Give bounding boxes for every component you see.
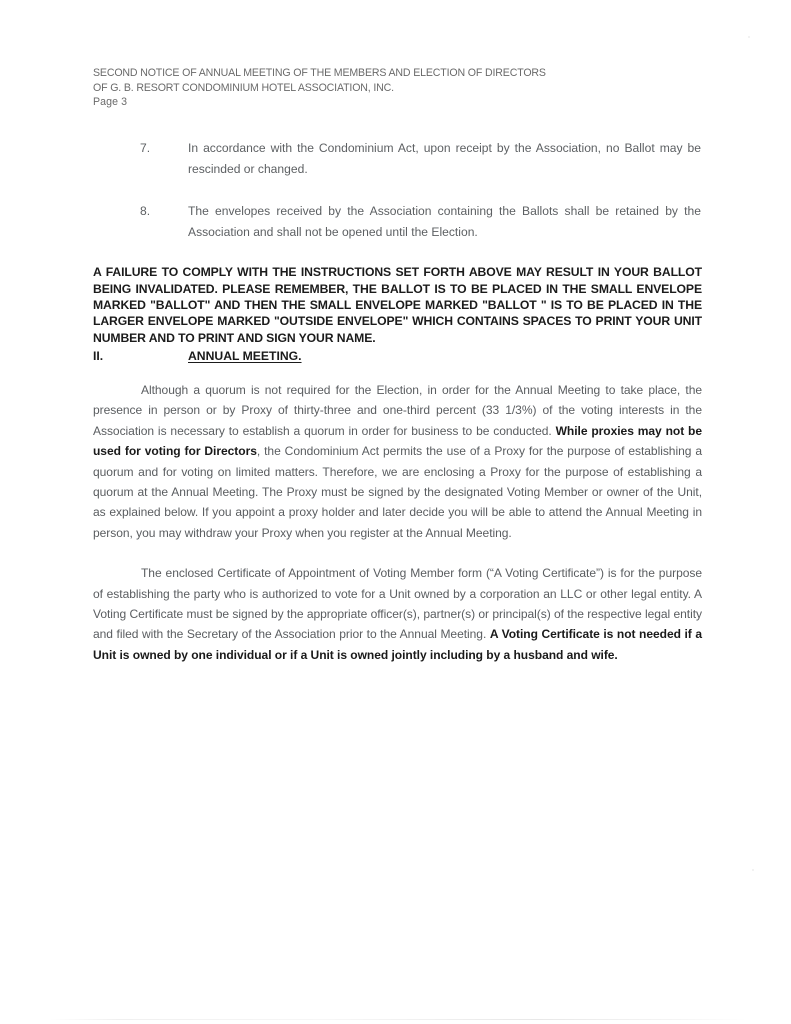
- body-content: [93, 380, 702, 665]
- section-title: ANNUAL MEETING.: [188, 349, 302, 363]
- section-number: II.: [93, 349, 104, 363]
- header-line-association: OF G. B. RESORT CONDOMINIUM HOTEL ASSOCIATION, INC.: [93, 81, 394, 94]
- document-header: [93, 66, 713, 110]
- scan-artifact-line: [48, 1019, 748, 1020]
- section-heading-annual-meeting: [93, 348, 701, 365]
- header-page-number: Page 3: [93, 96, 128, 109]
- list-item-number: 8.: [140, 204, 151, 219]
- list-item-text: The envelopes received by the Association containing the Ballots shall be retained by the Association and shall not be opened until the Election.: [188, 204, 701, 239]
- text-run: , the Condominium Act permits the use of a Proxy for the purpose of establishing a quorum and for voting on limited matters. Therefore, we are enclosing a Proxy for the purpose of establishing a quorum at the Annual Meeting. The Proxy must be signed by the designated Voting Member or owner of the Unit, as explained below. If you appoint a proxy holder and later decide you will be able to attend the Annual Meeting in person, you may withdraw your Proxy when you register at the Annual Meeting.: [93, 444, 702, 540]
- scan-speck: [752, 869, 754, 871]
- list-item: [93, 138, 701, 179]
- emphasis-run: A Voting Certificate is not needed if a Unit is owned by one individual or if a Unit is owned jointly including by a husband and wife.: [93, 627, 702, 662]
- text-run: Although a quorum is not required for the Election, in order for the Annual Meeting to take place, the presence in person or by Proxy of thirty-three and one-third percent (33 1/3%) of the voting interests in the Association is necessary to establish a quorum in order for business to be conducted.: [93, 383, 702, 438]
- numbered-list: [93, 138, 701, 242]
- scan-speck: [748, 36, 750, 38]
- paragraph-voting-certificate: [93, 563, 702, 665]
- list-item-text: In accordance with the Condominium Act, upon receipt by the Association, no Ballot may be rescinded or changed.: [188, 141, 701, 176]
- ballot-instructions-warning: A FAILURE TO COMPLY WITH THE INSTRUCTIONS SET FORTH ABOVE MAY RESULT IN YOUR BALLOT BEING INVALIDATED. PLEASE REMEMBER, THE BALLOT IS TO BE PLACED IN THE SMALL ENVELOPE MARKED "BALLOT" AND THEN THE SMALL ENVELOPE MARKED "BALLOT " IS TO BE PLACED IN THE LARGER ENVELOPE MARKED "OUTSIDE ENVELOPE" WHICH CONTAINS SPACES TO PRINT YOUR UNIT NUMBER AND TO PRINT AND SIGN YOUR NAME.: [93, 265, 702, 345]
- header-line-title: SECOND NOTICE OF ANNUAL MEETING OF THE MEMBERS AND ELECTION OF DIRECTORS: [93, 67, 546, 79]
- text-run: The enclosed Certificate of Appointment of Voting Member form (“A Voting Certificate”) is for the purpose of establishing the party who is authorized to vote for a Unit owned by a corporation an LLC or other legal entity. A Voting Certificate must be signed by the appropriate officer(s), partner(s) or principal(s) of the respective legal entity and filed with the Secretary of the Association prior to the Annual Meeting.: [93, 566, 702, 642]
- paragraph-quorum: [93, 380, 702, 543]
- list-item: [93, 201, 701, 242]
- emphasis-run: While proxies may not be used for voting for Directors: [93, 423, 702, 459]
- list-item-number: 7.: [140, 141, 151, 155]
